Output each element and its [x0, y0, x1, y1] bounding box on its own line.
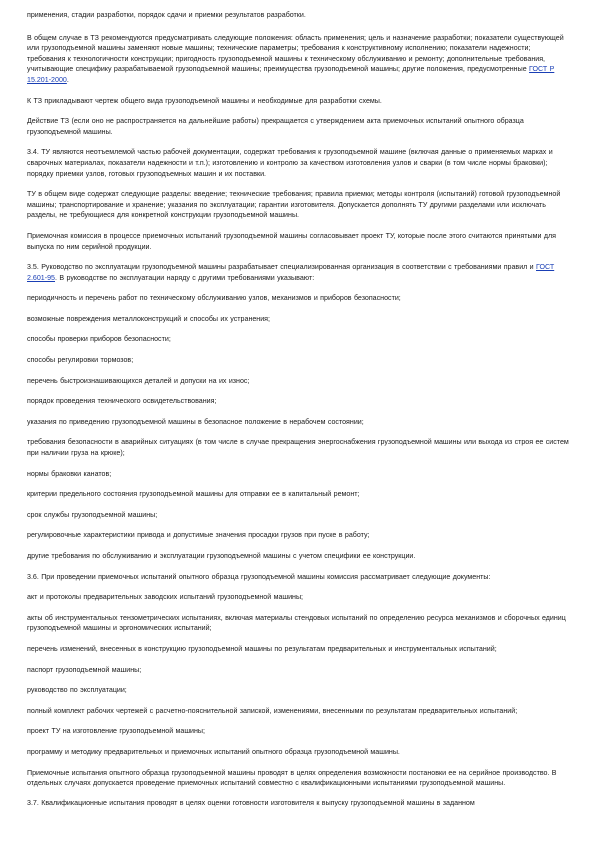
- manual-item: другие требования по обслуживанию и эксплуатации грузоподъемной машины с учетом специфики ее конструкции.: [27, 552, 416, 560]
- commission-document: полный комплект рабочих чертежей с расчетно-пояснительной запиской, изменениями, внесенными по результатам предварительных испытаний;: [27, 706, 518, 715]
- paragraph-3-5-tail: . В руководстве по эксплуатации наряду с другими требованиями указывают:: [55, 273, 315, 282]
- manual-item: указания по приведению грузоподъемной машины в безопасное положение в нерабочем состоянии;: [27, 417, 364, 426]
- paragraph-tz-validity: Действие ТЗ (если оно не распространяется на дальнейшие работы) прекращается с утверждением акта приемочных испытаний опытного образца грузоподъемной машины.: [27, 117, 524, 136]
- paragraph-acceptance-tests: Приемочные испытания опытного образца грузоподъемной машины проводят в целях определения возможности постановки ее на серийное производство. В отдельных случаях допускается проведение приемочных испытаний совместно с квалификационными испытаниями грузоподъемной машины.: [27, 768, 557, 788]
- manual-item: способы регулировки тормозов;: [27, 356, 134, 365]
- document-page: [27, 10, 570, 808]
- manual-item: возможные повреждения металлоконструкций и способы их устранения;: [27, 314, 270, 323]
- gost-r-15-201-link[interactable]: ГОСТ Р 15.201-2000: [27, 65, 555, 84]
- manual-item: требования безопасности в аварийных ситуациях (в том числе в случае прекращения энергоснабжения грузоподъемной машины или выхода из строя ее систем при наличии груза на крюке);: [27, 438, 569, 458]
- paragraph-3-7: 3.7. Квалификационные испытания проводят в целях оценки готовности изготовителя к выпуску грузоподъемной машины в заданном: [27, 798, 475, 807]
- commission-document: паспорт грузоподъемной машины;: [27, 665, 142, 674]
- commission-document: перечень изменений, внесенных в конструкцию грузоподъемной машины по результатам предварительных и инструментальных испытаний;: [27, 644, 497, 653]
- paragraph-tz-contents-text: В общем случае в ТЗ рекомендуются предусматривать следующие положения: область применения; цель и назначение разработки; показатели существующей или грузоподъемной машины заменяют новые машины; технические параметры; требования к конструктивному исполнению; показатели надежности; требования к технологичности конструкции; пригодность грузоподъемной машины к техническому обслуживанию и ремонту; дополнительные требования, учитывающие специфику разрабатываемой грузоподъемной машины; преимущества грузоподъемной машины; другие положения, предусмотренные: [27, 33, 564, 74]
- paragraph-3-4: 3.4. ТУ являются неотъемлемой частью рабочей документации, содержат требования к грузоподъемной машине (включая данные о применяемых марках и сварочных материалах, показатели надежности и т.п.); изготовлению и контролю за качеством изготовления узлов и сварки (в том числе нормы браковки); порядку приемки узлов, готовых грузоподъемных машин и их поставки.: [27, 148, 553, 178]
- paragraph-tu-approval: Приемочная комиссия в процессе приемочных испытаний грузоподъемной машины согласовывает проект ТУ, которые после этого считаются принятыми для выпуска по ним серийной продукции.: [27, 231, 556, 251]
- manual-item: нормы браковки канатов;: [27, 469, 112, 478]
- manual-item: порядок проведения технического освидетельствования;: [27, 397, 217, 406]
- manual-item: периодичность и перечень работ по техническому обслуживанию узлов, механизмов и приборов безопасности;: [27, 294, 401, 303]
- manual-item: перечень быстроизнашивающихся деталей и допуски на их износ;: [27, 376, 250, 385]
- manual-item: способы проверки приборов безопасности;: [27, 335, 171, 344]
- paragraph-scope-end: применения, стадии разработки, порядок сдачи и приемки результатов разработки.: [27, 11, 306, 19]
- manual-item: критерии предельного состояния грузоподъемной машины для отправки ее в капитальный ремонт;: [27, 490, 360, 499]
- paragraph-tz-drawing: К ТЗ прикладывают чертеж общего вида грузоподъемной машины и необходимые для разработки схемы.: [27, 96, 382, 105]
- paragraph-tu-sections: ТУ в общем виде содержат следующие разделы: введение; технические требования; правила приемки; методы контроля (испытаний) готовой грузоподъемной машины; транспортирование и хранение; указания по эксплуатации; гарантии изготовителя. Допускается дополнять ТУ другими разделами или исключать разделы, не требующиеся для конкретной конструкции грузоподъемной машины.: [27, 190, 561, 220]
- paragraph-3-6: 3.6. При проведении приемочных испытаний опытного образца грузоподъемной машины комиссия рассматривает следующие документы:: [27, 572, 491, 581]
- commission-document: руководство по эксплуатации;: [27, 686, 127, 695]
- paragraph-3-5-text: 3.5. Руководство по эксплуатации грузоподъемной машины разрабатывает специализированная организация в соответствии с требованиями правил и: [27, 263, 534, 272]
- commission-document: программу и методику предварительных и приемочных испытаний опытного образца грузоподъемной машины.: [27, 747, 400, 756]
- commission-document: проект ТУ на изготовление грузоподъемной машины;: [27, 727, 206, 736]
- paragraph-tz-contents: В общем случае в ТЗ рекомендуются предусматривать следующие положения: область применения; цель и назначение разработки; показатели существующей или грузоподъемной машины заменяют новые машины; технические параметры; требования к конструктивному исполнению; показатели надежности; требования к технологичности конструкции; пригодность грузоподъемной машины к техническому обслуживанию и ремонту; дополнительные требования, учитывающие специфику разрабатываемой грузоподъемной машины; преимущества грузоподъемной машины; другие положения, предусмотренные ГОСТ Р 15.201-2000.: [27, 33, 564, 84]
- manual-item: регулировочные характеристики привода и допустимые значения просадки грузов при пуске в работу;: [27, 531, 370, 540]
- gost-2-601-link[interactable]: ГОСТ 2.601-95: [27, 263, 555, 282]
- paragraph-3-5: [27, 262, 570, 283]
- commission-document: акт и протоколы предварительных заводских испытаний грузоподъемной машины;: [27, 593, 304, 602]
- commission-document: акты об инструментальных тензометрических испытаниях, включая материалы стендовых испытаний по определению ресурса механизмов и сборочных единиц грузоподъемной машины и эргономических испытаний;: [27, 613, 566, 633]
- manual-item: срок службы грузоподъемной машины;: [27, 510, 158, 519]
